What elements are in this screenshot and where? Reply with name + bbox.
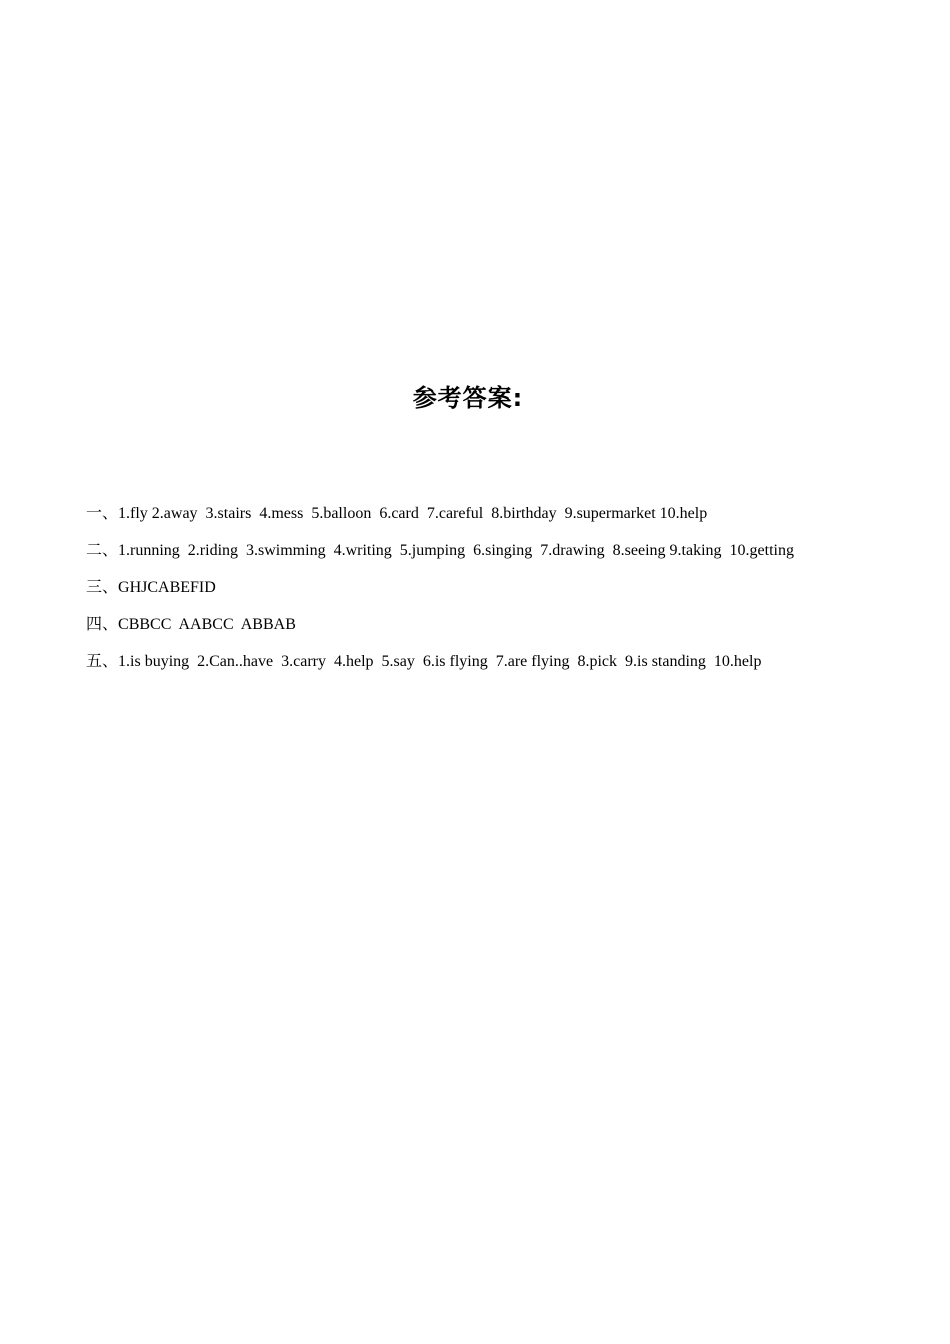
section-number: 三、 bbox=[86, 577, 119, 596]
answer-text: GHJCABEFID bbox=[118, 579, 216, 596]
answer-text: 1.running 2.riding 3.swimming 4.writing 5.jumping 6.singing 7.drawing 8.seeing 9.taking 10.getting bbox=[118, 542, 794, 559]
answer-line-5 bbox=[86, 648, 926, 685]
answer-text: 1.is buying 2.Can..have 3.carry 4.help 5.say 6.is flying 7.are flying 8.pick 9.is standing 10.help bbox=[118, 653, 762, 670]
section-number: 四、 bbox=[86, 614, 119, 633]
answer-line-3 bbox=[86, 574, 926, 611]
answer-line-4 bbox=[86, 611, 926, 648]
section-number: 二、 bbox=[86, 540, 119, 559]
answer-text: 1.fly 2.away 3.stairs 4.mess 5.balloon 6.card 7.careful 8.birthday 9.supermarket 10.help bbox=[118, 505, 708, 522]
section-number: 五、 bbox=[86, 651, 119, 670]
answer-list bbox=[86, 500, 926, 685]
answer-line-1 bbox=[86, 500, 926, 537]
answer-text: CBBCC AABCC ABBAB bbox=[118, 616, 296, 633]
section-number: 一、 bbox=[86, 503, 119, 522]
page-title: 参考答案: bbox=[412, 384, 524, 412]
answer-line-2 bbox=[86, 537, 926, 574]
